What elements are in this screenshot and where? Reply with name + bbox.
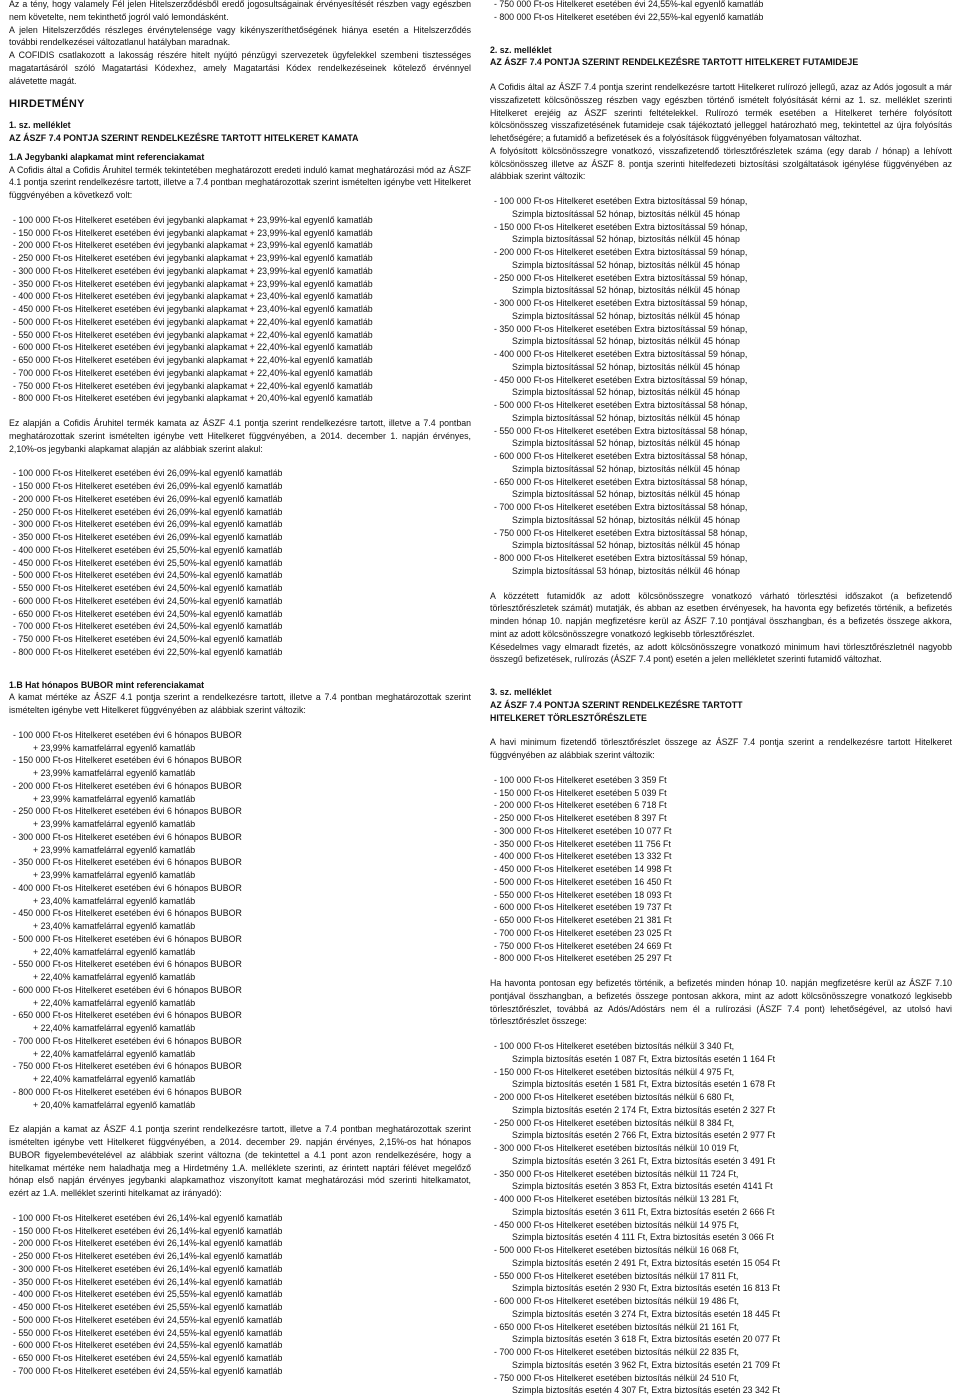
list-item-line-2: + 23,99% kamatfelárral egyenlő kamatláb <box>13 767 471 780</box>
list-item-line-1: - 550 000 Ft-os Hitelkeret esetében évi 6 hónapos BUBOR <box>13 959 242 969</box>
list-item <box>494 323 952 349</box>
list-item: - 400 000 Ft-os Hitelkeret esetében évi 25,50%-kal egyenlő kamatláb <box>13 544 471 557</box>
list-item <box>13 780 471 806</box>
annex-2-number: 2. sz. melléklet <box>490 44 952 57</box>
list-item-line-2: + 23,40% kamatfelárral egyenlő kamatláb <box>13 920 471 933</box>
list-item-line-2: + 23,99% kamatfelárral egyenlő kamatláb <box>13 793 471 806</box>
list-item: - 300 000 Ft-os Hitelkeret esetében évi 26,14%-kal egyenlő kamatláb <box>13 1263 471 1276</box>
list-item <box>13 1086 471 1112</box>
list-item <box>494 348 952 374</box>
list-item-line-1: - 600 000 Ft-os Hitelkeret esetében Extra biztosítással 58 hónap, <box>494 451 747 461</box>
list-item: - 550 000 Ft-os Hitelkeret esetében évi 24,55%-kal egyenlő kamatláb <box>13 1327 471 1340</box>
list-item-line-1: - 750 000 Ft-os Hitelkeret esetében Extra biztosítással 58 hónap, <box>494 528 747 538</box>
list-item: - 550 000 Ft-os Hitelkeret esetében 18 093 Ft <box>494 889 952 902</box>
intro-text <box>9 0 471 87</box>
intro-paragraph: A COFIDIS csatlakozott a lakosság részére hitelt nyújtó pénzügyi szervezetek ügyfelekkel szembeni tisztességes magatartásáról szóló Magatartási Kódexhez, amely Magatartási Kódex rendelkezéseinek kötelező érvénnyel alávetette magát. <box>9 49 471 87</box>
list-item: - 350 000 Ft-os Hitelkeret esetében évi 26,09%-kal egyenlő kamatláb <box>13 531 471 544</box>
list-item <box>13 882 471 908</box>
list-item-line-1: - 450 000 Ft-os Hitelkeret esetében Extra biztosítással 59 hónap, <box>494 375 747 385</box>
section-1b-title: 1.B Hat hónapos BUBOR mint referenciakamat <box>9 679 471 692</box>
list-item-line-2: Szimpla biztosítással 52 hónap, biztosítás nélkül 45 hónap <box>494 208 952 221</box>
list-item <box>13 1060 471 1086</box>
list-item: - 750 000 Ft-os Hitelkeret esetében évi 24,55%-kal egyenlő kamatláb <box>494 0 952 11</box>
list-item-line-2: Szimpla biztosítással 52 hónap, biztosítás nélkül 45 hónap <box>494 233 952 246</box>
section-1b-bubor-list <box>9 729 471 1112</box>
announcement-heading: HIRDETMÉNY <box>9 97 471 111</box>
list-item-line-1: - 400 000 Ft-os Hitelkeret esetében biztosítás nélkül 13 281 Ft, <box>494 1194 739 1204</box>
intro-paragraph: Az a tény, hogy valamely Fél jelen Hitelszerződésből eredő jogosultságainak érvényesítését részben vagy egészben nem követelte, nem tekinthető jogról való lemondásként. <box>9 0 471 24</box>
list-item: - 300 000 Ft-os Hitelkeret esetében 10 077 Ft <box>494 825 952 838</box>
list-item: - 650 000 Ft-os Hitelkeret esetében évi 24,55%-kal egyenlő kamatláb <box>13 1352 471 1365</box>
list-item-line-2: Szimpla biztosítás esetén 4 307 Ft, Extra biztosítás esetén 23 342 Ft <box>494 1384 952 1397</box>
list-item <box>13 1009 471 1035</box>
list-item-line-1: - 750 000 Ft-os Hitelkeret esetében biztosítás nélkül 24 510 Ft, <box>494 1373 739 1383</box>
list-item <box>494 527 952 553</box>
list-item-line-1: - 700 000 Ft-os Hitelkeret esetében biztosítás nélkül 22 835 Ft, <box>494 1347 739 1357</box>
list-item-line-2: + 22,40% kamatfelárral egyenlő kamatláb <box>13 1048 471 1061</box>
list-item-line-2: + 22,40% kamatfelárral egyenlő kamatláb <box>13 1022 471 1035</box>
list-item <box>494 1372 952 1397</box>
list-item: - 600 000 Ft-os Hitelkeret esetében évi jegybanki alapkamat + 22,40%-kal egyenlő kamatláb <box>13 341 471 354</box>
list-item: - 100 000 Ft-os Hitelkeret esetében évi jegybanki alapkamat + 23,99%-kal egyenlő kamatláb <box>13 214 471 227</box>
list-item-line-1: - 550 000 Ft-os Hitelkeret esetében Extra biztosítással 58 hónap, <box>494 426 747 436</box>
list-item-line-2: + 20,40% kamatfelárral egyenlő kamatláb <box>13 1099 471 1112</box>
list-item <box>494 425 952 451</box>
list-item: - 700 000 Ft-os Hitelkeret esetében évi 24,50%-kal egyenlő kamatláb <box>13 620 471 633</box>
list-item: - 550 000 Ft-os Hitelkeret esetében évi 24,50%-kal egyenlő kamatláb <box>13 582 471 595</box>
list-item-line-1: - 300 000 Ft-os Hitelkeret esetében Extra biztosítással 59 hónap, <box>494 298 747 308</box>
list-item-line-2: Szimpla biztosítás esetén 3 274 Ft, Extra biztosítás esetén 18 445 Ft <box>494 1308 952 1321</box>
list-item: - 250 000 Ft-os Hitelkeret esetében 8 397 Ft <box>494 812 952 825</box>
list-item-line-1: - 150 000 Ft-os Hitelkeret esetében biztosítás nélkül 4 975 Ft, <box>494 1067 734 1077</box>
list-item-line-1: - 800 000 Ft-os Hitelkeret esetében évi 6 hónapos BUBOR <box>13 1087 242 1097</box>
section-1a-current-rate-list <box>9 467 471 658</box>
list-item <box>494 1270 952 1296</box>
list-item: - 200 000 Ft-os Hitelkeret esetében évi 26,14%-kal egyenlő kamatláb <box>13 1237 471 1250</box>
list-item: - 200 000 Ft-os Hitelkeret esetében évi jegybanki alapkamat + 23,99%-kal egyenlő kamatláb <box>13 239 471 252</box>
list-item-line-2: Szimpla biztosítással 52 hónap, biztosítás nélkül 45 hónap <box>494 437 952 450</box>
annex-1-number: 1. sz. melléklet <box>9 119 471 132</box>
list-item-line-1: - 600 000 Ft-os Hitelkeret esetében biztosítás nélkül 19 486 Ft, <box>494 1296 739 1306</box>
list-item-line-2: + 22,40% kamatfelárral egyenlő kamatláb <box>13 946 471 959</box>
list-item: - 400 000 Ft-os Hitelkeret esetében évi jegybanki alapkamat + 23,40%-kal egyenlő kamatláb <box>13 290 471 303</box>
list-item-line-2: Szimpla biztosítás esetén 3 962 Ft, Extra biztosítás esetén 21 709 Ft <box>494 1359 952 1372</box>
list-item <box>13 958 471 984</box>
left-column <box>9 0 471 1378</box>
list-item-line-2: Szimpla biztosítással 52 hónap, biztosítás nélkül 45 hónap <box>494 412 952 425</box>
list-item: - 300 000 Ft-os Hitelkeret esetében évi jegybanki alapkamat + 23,99%-kal egyenlő kamatláb <box>13 265 471 278</box>
annex-3-paragraph-2: Ha havonta pontosan egy befizetés történik, a befizetés minden hónap 10. napján megfizetésre kerül az ÁSZF 7.10 pontjával összhangban, a befizetés összege pontosan akkora, mint az adott kölcsönösszegre vonatkozó legkisebb törlesztőrészlet, továbbá az Adós/Adóstárs nem él a rulírozási (ÁSZF 7.4 pont) lehetőségével, az utolsó havi törlesztőrészlet összege: <box>490 977 952 1028</box>
annex-3-number: 3. sz. melléklet <box>490 686 952 699</box>
list-item <box>494 1244 952 1270</box>
list-item: - 100 000 Ft-os Hitelkeret esetében 3 359 Ft <box>494 774 952 787</box>
list-item: - 800 000 Ft-os Hitelkeret esetében évi 22,50%-kal egyenlő kamatláb <box>13 646 471 659</box>
list-item-line-1: - 500 000 Ft-os Hitelkeret esetében Extra biztosítással 58 hónap, <box>494 400 747 410</box>
section-1b-intro: A kamat mértéke az ÁSZF 4.1 pontja szerint a rendelkezésre tartott, illetve a 7.4 pontban meghatározottak szerint ismételten igénybe vett Hitelkeret függvényében az alábbiak szerint változik: <box>9 691 471 717</box>
list-item: - 150 000 Ft-os Hitelkeret esetében évi 26,14%-kal egyenlő kamatláb <box>13 1225 471 1238</box>
section-1a-rate-list <box>9 214 471 405</box>
list-item: - 150 000 Ft-os Hitelkeret esetében 5 039 Ft <box>494 787 952 800</box>
last-installment-list <box>490 1040 952 1397</box>
annex-3-title-line-2: HITELKERET TÖRLESZTŐRÉSZLETE <box>490 712 952 725</box>
list-item: - 500 000 Ft-os Hitelkeret esetében évi 24,50%-kal egyenlő kamatláb <box>13 569 471 582</box>
list-item: - 350 000 Ft-os Hitelkeret esetében évi 26,14%-kal egyenlő kamatláb <box>13 1276 471 1289</box>
list-item-line-1: - 450 000 Ft-os Hitelkeret esetében évi 6 hónapos BUBOR <box>13 908 242 918</box>
list-item: - 750 000 Ft-os Hitelkeret esetében 24 669 Ft <box>494 940 952 953</box>
annex-3-paragraph-1: A havi minimum fizetendő törlesztőrészlet összege az ÁSZF 7.4 pontja szerint a rendelkezésre tartott Hitelkeret függvényében az alábbiak szerint változik: <box>490 736 952 762</box>
list-item <box>494 272 952 298</box>
list-item-line-1: - 500 000 Ft-os Hitelkeret esetében évi 6 hónapos BUBOR <box>13 934 242 944</box>
list-item <box>494 1168 952 1194</box>
intro-paragraph: A jelen Hitelszerződés részleges érvénytelensége vagy kikényszeríthetőségének hiánya esetén a Hitelszerződés további rendelkezései változatlanul hatályban maradnak. <box>9 24 471 50</box>
list-item-line-1: - 250 000 Ft-os Hitelkeret esetében biztosítás nélkül 8 384 Ft, <box>494 1118 734 1128</box>
list-item-line-2: Szimpla biztosítással 52 hónap, biztosítás nélkül 45 hónap <box>494 386 952 399</box>
list-item-line-2: Szimpla biztosítással 52 hónap, biztosítás nélkül 45 hónap <box>494 539 952 552</box>
continued-rate-list <box>490 0 952 24</box>
list-item <box>494 221 952 247</box>
list-item-line-2: Szimpla biztosítással 52 hónap, biztosítás nélkül 45 hónap <box>494 488 952 501</box>
list-item: - 450 000 Ft-os Hitelkeret esetében 14 998 Ft <box>494 863 952 876</box>
list-item-line-1: - 700 000 Ft-os Hitelkeret esetében évi 6 hónapos BUBOR <box>13 1036 242 1046</box>
list-item <box>13 1035 471 1061</box>
list-item-line-1: - 150 000 Ft-os Hitelkeret esetében Extra biztosítással 59 hónap, <box>494 222 747 232</box>
list-item <box>494 297 952 323</box>
list-item: - 600 000 Ft-os Hitelkeret esetében évi 24,55%-kal egyenlő kamatláb <box>13 1339 471 1352</box>
list-item-line-2: Szimpla biztosítás esetén 2 766 Ft, Extra biztosítás esetén 2 977 Ft <box>494 1129 952 1142</box>
list-item: - 500 000 Ft-os Hitelkeret esetében évi 24,55%-kal egyenlő kamatláb <box>13 1314 471 1327</box>
list-item-line-2: + 22,40% kamatfelárral egyenlő kamatláb <box>13 1073 471 1086</box>
list-item-line-2: + 22,40% kamatfelárral egyenlő kamatláb <box>13 997 471 1010</box>
list-item: - 700 000 Ft-os Hitelkeret esetében 23 025 Ft <box>494 927 952 940</box>
list-item: - 200 000 Ft-os Hitelkeret esetében 6 718 Ft <box>494 799 952 812</box>
list-item-line-2: Szimpla biztosítás esetén 1 087 Ft, Extra biztosítás esetén 1 164 Ft <box>494 1053 952 1066</box>
list-item-line-2: Szimpla biztosítással 52 hónap, biztosítás nélkül 45 hónap <box>494 335 952 348</box>
list-item: - 250 000 Ft-os Hitelkeret esetében évi 26,09%-kal egyenlő kamatláb <box>13 506 471 519</box>
list-item: - 450 000 Ft-os Hitelkeret esetében évi 25,50%-kal egyenlő kamatláb <box>13 557 471 570</box>
list-item-line-1: - 200 000 Ft-os Hitelkeret esetében évi 6 hónapos BUBOR <box>13 781 242 791</box>
list-item-line-2: Szimpla biztosítás esetén 3 618 Ft, Extra biztosítás esetén 20 077 Ft <box>494 1333 952 1346</box>
list-item <box>494 1295 952 1321</box>
list-item: - 500 000 Ft-os Hitelkeret esetében 16 450 Ft <box>494 876 952 889</box>
list-item-line-1: - 500 000 Ft-os Hitelkeret esetében biztosítás nélkül 16 068 Ft, <box>494 1245 739 1255</box>
list-item-line-1: - 350 000 Ft-os Hitelkeret esetében évi 6 hónapos BUBOR <box>13 857 242 867</box>
list-item-line-1: - 350 000 Ft-os Hitelkeret esetében biztosítás nélkül 11 724 Ft, <box>494 1169 738 1179</box>
list-item <box>494 1321 952 1347</box>
list-item-line-1: - 300 000 Ft-os Hitelkeret esetében évi 6 hónapos BUBOR <box>13 832 242 842</box>
list-item <box>494 552 952 578</box>
list-item-line-1: - 650 000 Ft-os Hitelkeret esetében évi 6 hónapos BUBOR <box>13 1010 242 1020</box>
list-item <box>494 195 952 221</box>
section-1a-current-rates-intro: Ez alapján a Cofidis Áruhitel termék kamata az ÁSZF 4.1 pontja szerint rendelkezésre tartott, illetve a 7.4 pontban meghatározottak szerint ismételten igénybe vett Hitelkeret függvényében, a 2014. december 1. napján érvényes, 2,10%-os jegybanki alapkamat alapján az alábbiak szerint alakul: <box>9 417 471 455</box>
list-item: - 500 000 Ft-os Hitelkeret esetében évi jegybanki alapkamat + 22,40%-kal egyenlő kamatláb <box>13 316 471 329</box>
list-item: - 650 000 Ft-os Hitelkeret esetében évi jegybanki alapkamat + 22,40%-kal egyenlő kamatláb <box>13 354 471 367</box>
annex-2-title: AZ ÁSZF 7.4 PONTJA SZERINT RENDELKEZÉSRE TARTOTT HITELKERET FUTAMIDEJE <box>490 56 952 69</box>
list-item-line-2: Szimpla biztosítás esetén 3 611 Ft, Extra biztosítás esetén 2 666 Ft <box>494 1206 952 1219</box>
list-item: - 250 000 Ft-os Hitelkeret esetében évi jegybanki alapkamat + 23,99%-kal egyenlő kamatláb <box>13 252 471 265</box>
list-item: - 650 000 Ft-os Hitelkeret esetében 21 381 Ft <box>494 914 952 927</box>
list-item-line-1: - 400 000 Ft-os Hitelkeret esetében Extra biztosítással 59 hónap, <box>494 349 747 359</box>
list-item-line-2: Szimpla biztosítás esetén 3 853 Ft, Extra biztosítás esetén 4141 Ft <box>494 1180 952 1193</box>
annex-3-title-line-1: AZ ÁSZF 7.4 PONTJA SZERINT RENDELKEZÉSRE TARTOTT <box>490 699 952 712</box>
list-item: - 750 000 Ft-os Hitelkeret esetében évi jegybanki alapkamat + 22,40%-kal egyenlő kamatláb <box>13 380 471 393</box>
list-item-line-2: Szimpla biztosítás esetén 2 491 Ft, Extra biztosítás esetén 15 054 Ft <box>494 1257 952 1270</box>
list-item <box>494 1219 952 1245</box>
list-item-line-1: - 800 000 Ft-os Hitelkeret esetében Extra biztosítással 59 hónap, <box>494 553 747 563</box>
annex-1-title: AZ ÁSZF 7.4 PONTJA SZERINT RENDELKEZÉSRE TARTOTT HITELKERET KAMATA <box>9 132 471 145</box>
list-item-line-1: - 200 000 Ft-os Hitelkeret esetében Extra biztosítással 59 hónap, <box>494 247 747 257</box>
list-item-line-1: - 400 000 Ft-os Hitelkeret esetében évi 6 hónapos BUBOR <box>13 883 242 893</box>
list-item: - 350 000 Ft-os Hitelkeret esetében évi jegybanki alapkamat + 23,99%-kal egyenlő kamatláb <box>13 278 471 291</box>
list-item-line-1: - 650 000 Ft-os Hitelkeret esetében biztosítás nélkül 21 161 Ft, <box>494 1322 739 1332</box>
list-item-line-1: - 700 000 Ft-os Hitelkeret esetében Extra biztosítással 58 hónap, <box>494 502 747 512</box>
list-item: - 350 000 Ft-os Hitelkeret esetében 11 756 Ft <box>494 838 952 851</box>
list-item: - 450 000 Ft-os Hitelkeret esetében évi jegybanki alapkamat + 23,40%-kal egyenlő kamatláb <box>13 303 471 316</box>
list-item <box>494 476 952 502</box>
list-item-line-2: Szimpla biztosítással 52 hónap, biztosítás nélkül 45 hónap <box>494 284 952 297</box>
list-item: - 800 000 Ft-os Hitelkeret esetében évi 22,55%-kal egyenlő kamatláb <box>494 11 952 24</box>
installment-list <box>490 774 952 965</box>
section-1b-current-rates-intro: Ez alapján a kamat az ÁSZF 4.1 pontja szerint rendelkezésre tartott, illetve a 7.4 pontban meghatározottak szerint ismételten igénybe vett Hitelkeret függvényében, a 2014. december 29. napján érvényes, 2,15%-os hat hónapos BUBOR figyelembevételével az alábbiak szerint változna (de tekintettel a 4.1 pont azon rendelkezésére, hogy a hitelkamat mértéke nem haladhatja meg a Hirdetmény 1.A. melléklete szerinti, az érintett naptári félévet megelőző hónap első napján érvényes jegybanki alapkamathoz viszonyított kamat meghatározási mód szerinti hitelkamatot, ezért az 1.A. melléklet szerinti hitelkamat az irányadó): <box>9 1123 471 1200</box>
list-item-line-1: - 200 000 Ft-os Hitelkeret esetében biztosítás nélkül 6 680 Ft, <box>494 1092 734 1102</box>
list-item: - 400 000 Ft-os Hitelkeret esetében 13 332 Ft <box>494 850 952 863</box>
annex-2-paragraph-3: A közzétett futamidők az adott kölcsönösszegre vonatkozó várható törlesztési időszakot (a befizetendő törlesztőrészletek számát) mutatják, és abban az esetben érvényesek, ha havonta egy befizetés történik, a befizetés minden hónap 10. napján megfizetésre kerül az ÁSZF 7.10 pontjával összhangban, és a befizetés összege akkora, mint az adott kölcsönösszegre vonatkozó legkisebb törlesztőrészlet. <box>490 590 952 641</box>
list-item: - 300 000 Ft-os Hitelkeret esetében évi 26,09%-kal egyenlő kamatláb <box>13 518 471 531</box>
list-item-line-1: - 100 000 Ft-os Hitelkeret esetében Extra biztosítással 59 hónap, <box>494 196 747 206</box>
list-item <box>494 1066 952 1092</box>
list-item: - 550 000 Ft-os Hitelkeret esetében évi jegybanki alapkamat + 22,40%-kal egyenlő kamatláb <box>13 329 471 342</box>
list-item-line-2: Szimpla biztosítással 52 hónap, biztosítás nélkül 45 hónap <box>494 361 952 374</box>
list-item-line-2: + 23,99% kamatfelárral egyenlő kamatláb <box>13 844 471 857</box>
list-item-line-2: Szimpla biztosítással 52 hónap, biztosítás nélkül 45 hónap <box>494 310 952 323</box>
list-item <box>494 450 952 476</box>
list-item-line-2: + 23,99% kamatfelárral egyenlő kamatláb <box>13 869 471 882</box>
list-item-line-1: - 250 000 Ft-os Hitelkeret esetében Extra biztosítással 59 hónap, <box>494 273 747 283</box>
list-item-line-2: + 22,40% kamatfelárral egyenlő kamatláb <box>13 971 471 984</box>
list-item: - 150 000 Ft-os Hitelkeret esetében évi jegybanki alapkamat + 23,99%-kal egyenlő kamatláb <box>13 227 471 240</box>
annex-2-paragraph-2: A folyósított kölcsönösszegre vonatkozó, visszafizetendő törlesztőrészletek száma (egy darab / hónap) a lehívott kölcsönösszeg illetve az ÁSZF 8. pontja szerinti hitelfedezeti biztosítási szolgáltatások igénylése függvényében az alábbiak szerint változik: <box>490 145 952 183</box>
list-item: - 750 000 Ft-os Hitelkeret esetében évi 24,50%-kal egyenlő kamatláb <box>13 633 471 646</box>
term-length-list <box>490 195 952 578</box>
list-item: - 700 000 Ft-os Hitelkeret esetében évi jegybanki alapkamat + 22,40%-kal egyenlő kamatláb <box>13 367 471 380</box>
list-item: - 100 000 Ft-os Hitelkeret esetében évi 26,14%-kal egyenlő kamatláb <box>13 1212 471 1225</box>
list-item: - 800 000 Ft-os Hitelkeret esetében évi jegybanki alapkamat + 20,40%-kal egyenlő kamatláb <box>13 392 471 405</box>
list-item: - 700 000 Ft-os Hitelkeret esetében évi 24,55%-kal egyenlő kamatláb <box>13 1365 471 1378</box>
list-item <box>494 246 952 272</box>
list-item <box>494 1117 952 1143</box>
list-item-line-2: Szimpla biztosítással 52 hónap, biztosítás nélkül 45 hónap <box>494 463 952 476</box>
list-item <box>13 907 471 933</box>
list-item: - 150 000 Ft-os Hitelkeret esetében évi 26,09%-kal egyenlő kamatláb <box>13 480 471 493</box>
list-item: - 600 000 Ft-os Hitelkeret esetében évi 24,50%-kal egyenlő kamatláb <box>13 595 471 608</box>
list-item <box>13 805 471 831</box>
list-item <box>13 831 471 857</box>
list-item-line-2: Szimpla biztosítás esetén 1 581 Ft, Extra biztosítás esetén 1 678 Ft <box>494 1078 952 1091</box>
list-item-line-1: - 350 000 Ft-os Hitelkeret esetében Extra biztosítással 59 hónap, <box>494 324 747 334</box>
list-item <box>494 1142 952 1168</box>
list-item <box>13 984 471 1010</box>
list-item <box>494 1193 952 1219</box>
list-item-line-2: Szimpla biztosítás esetén 2 930 Ft, Extra biztosítás esetén 16 813 Ft <box>494 1282 952 1295</box>
list-item <box>494 1346 952 1372</box>
list-item: - 250 000 Ft-os Hitelkeret esetében évi 26,14%-kal egyenlő kamatláb <box>13 1250 471 1263</box>
list-item <box>494 1040 952 1066</box>
list-item-line-2: + 23,99% kamatfelárral egyenlő kamatláb <box>13 818 471 831</box>
list-item: - 200 000 Ft-os Hitelkeret esetében évi 26,09%-kal egyenlő kamatláb <box>13 493 471 506</box>
list-item <box>494 1091 952 1117</box>
section-1a-intro: A Cofidis által a Cofidis Áruhitel termék tekintetében meghatározott eredeti induló kamat meghatározási mód az ÁSZF 4.1 pontja szerint rendelkezésre tartott, illetve a 7.4 pontban meghatározottak szerint ismételten igénybe vett Hitelkeret függvényében a következő volt: <box>9 164 471 202</box>
annex-2-paragraph-1: A Cofidis által az ÁSZF 7.4 pontja szerint rendelkezésre tartott Hitelkeret rulírozó jellegű, azaz az Adós jogosult a már visszafizetett kölcsönösszeg részben vagy egészben történő ismételt folyósítását kérni az 1. sz. melléklet szerinti Hitelkeret erejéig az ÁSZF szerinti feltételekkel. Rulírozó termék esetében a Hitelkeret terhére folyósított kölcsönösszeg visszafizetésének futamideje csak tájékoztató jelleggel határozható meg, tekintettel az újra folyósítás lehetőségére; a futamidő a befizetések és a folyósítások függvényében folyamatosan változhat. <box>490 81 952 145</box>
list-item-line-1: - 550 000 Ft-os Hitelkeret esetében biztosítás nélkül 17 811 Ft, <box>494 1271 738 1281</box>
list-item-line-2: Szimpla biztosítás esetén 4 111 Ft, Extra biztosítás esetén 3 066 Ft <box>494 1231 952 1244</box>
list-item-line-1: - 650 000 Ft-os Hitelkeret esetében Extra biztosítással 58 hónap, <box>494 477 747 487</box>
list-item-line-1: - 100 000 Ft-os Hitelkeret esetében évi 6 hónapos BUBOR <box>13 730 242 740</box>
list-item-line-2: Szimpla biztosítással 52 hónap, biztosítás nélkül 45 hónap <box>494 259 952 272</box>
list-item: - 400 000 Ft-os Hitelkeret esetében évi 25,55%-kal egyenlő kamatláb <box>13 1288 471 1301</box>
list-item-line-2: Szimpla biztosítás esetén 2 174 Ft, Extra biztosítás esetén 2 327 Ft <box>494 1104 952 1117</box>
list-item <box>494 399 952 425</box>
list-item-line-1: - 250 000 Ft-os Hitelkeret esetében évi 6 hónapos BUBOR <box>13 806 242 816</box>
list-item-line-1: - 150 000 Ft-os Hitelkeret esetében évi 6 hónapos BUBOR <box>13 755 242 765</box>
list-item <box>13 754 471 780</box>
list-item-line-2: + 23,40% kamatfelárral egyenlő kamatláb <box>13 895 471 908</box>
list-item-line-1: - 600 000 Ft-os Hitelkeret esetében évi 6 hónapos BUBOR <box>13 985 242 995</box>
list-item: - 650 000 Ft-os Hitelkeret esetében évi 24,50%-kal egyenlő kamatláb <box>13 608 471 621</box>
list-item <box>494 374 952 400</box>
list-item <box>13 729 471 755</box>
list-item-line-1: - 750 000 Ft-os Hitelkeret esetében évi 6 hónapos BUBOR <box>13 1061 242 1071</box>
list-item: - 100 000 Ft-os Hitelkeret esetében évi 26,09%-kal egyenlő kamatláb <box>13 467 471 480</box>
list-item: - 450 000 Ft-os Hitelkeret esetében évi 25,55%-kal egyenlő kamatláb <box>13 1301 471 1314</box>
list-item-line-1: - 450 000 Ft-os Hitelkeret esetében biztosítás nélkül 14 975 Ft, <box>494 1220 739 1230</box>
list-item: - 600 000 Ft-os Hitelkeret esetében 19 737 Ft <box>494 901 952 914</box>
list-item <box>494 501 952 527</box>
list-item-line-2: + 23,99% kamatfelárral egyenlő kamatláb <box>13 742 471 755</box>
list-item-line-2: Szimpla biztosítással 53 hónap, biztosítás nélkül 46 hónap <box>494 565 952 578</box>
list-item-line-2: Szimpla biztosítással 52 hónap, biztosítás nélkül 45 hónap <box>494 514 952 527</box>
section-1b-current-rate-list <box>9 1212 471 1378</box>
list-item <box>13 933 471 959</box>
right-column <box>490 0 952 1397</box>
list-item-line-1: - 300 000 Ft-os Hitelkeret esetében biztosítás nélkül 10 019 Ft, <box>494 1143 739 1153</box>
list-item-line-2: Szimpla biztosítás esetén 3 261 Ft, Extra biztosítás esetén 3 491 Ft <box>494 1155 952 1168</box>
annex-2-paragraph-4: Késedelmes vagy elmaradt fizetés, az adott kölcsönösszegre vonatkozó minimum havi törlesztőrészletnél nagyobb összegű befizetések, rulírozás (ÁSZF 7.4 pont) esetén a jelen mellékletet szerinti futamidő változhat. <box>490 641 952 667</box>
section-1a-title: 1.A Jegybanki alapkamat mint referenciakamat <box>9 151 471 164</box>
list-item <box>13 856 471 882</box>
list-item-line-1: - 100 000 Ft-os Hitelkeret esetében biztosítás nélkül 3 340 Ft, <box>494 1041 734 1051</box>
list-item: - 800 000 Ft-os Hitelkeret esetében 25 297 Ft <box>494 952 952 965</box>
